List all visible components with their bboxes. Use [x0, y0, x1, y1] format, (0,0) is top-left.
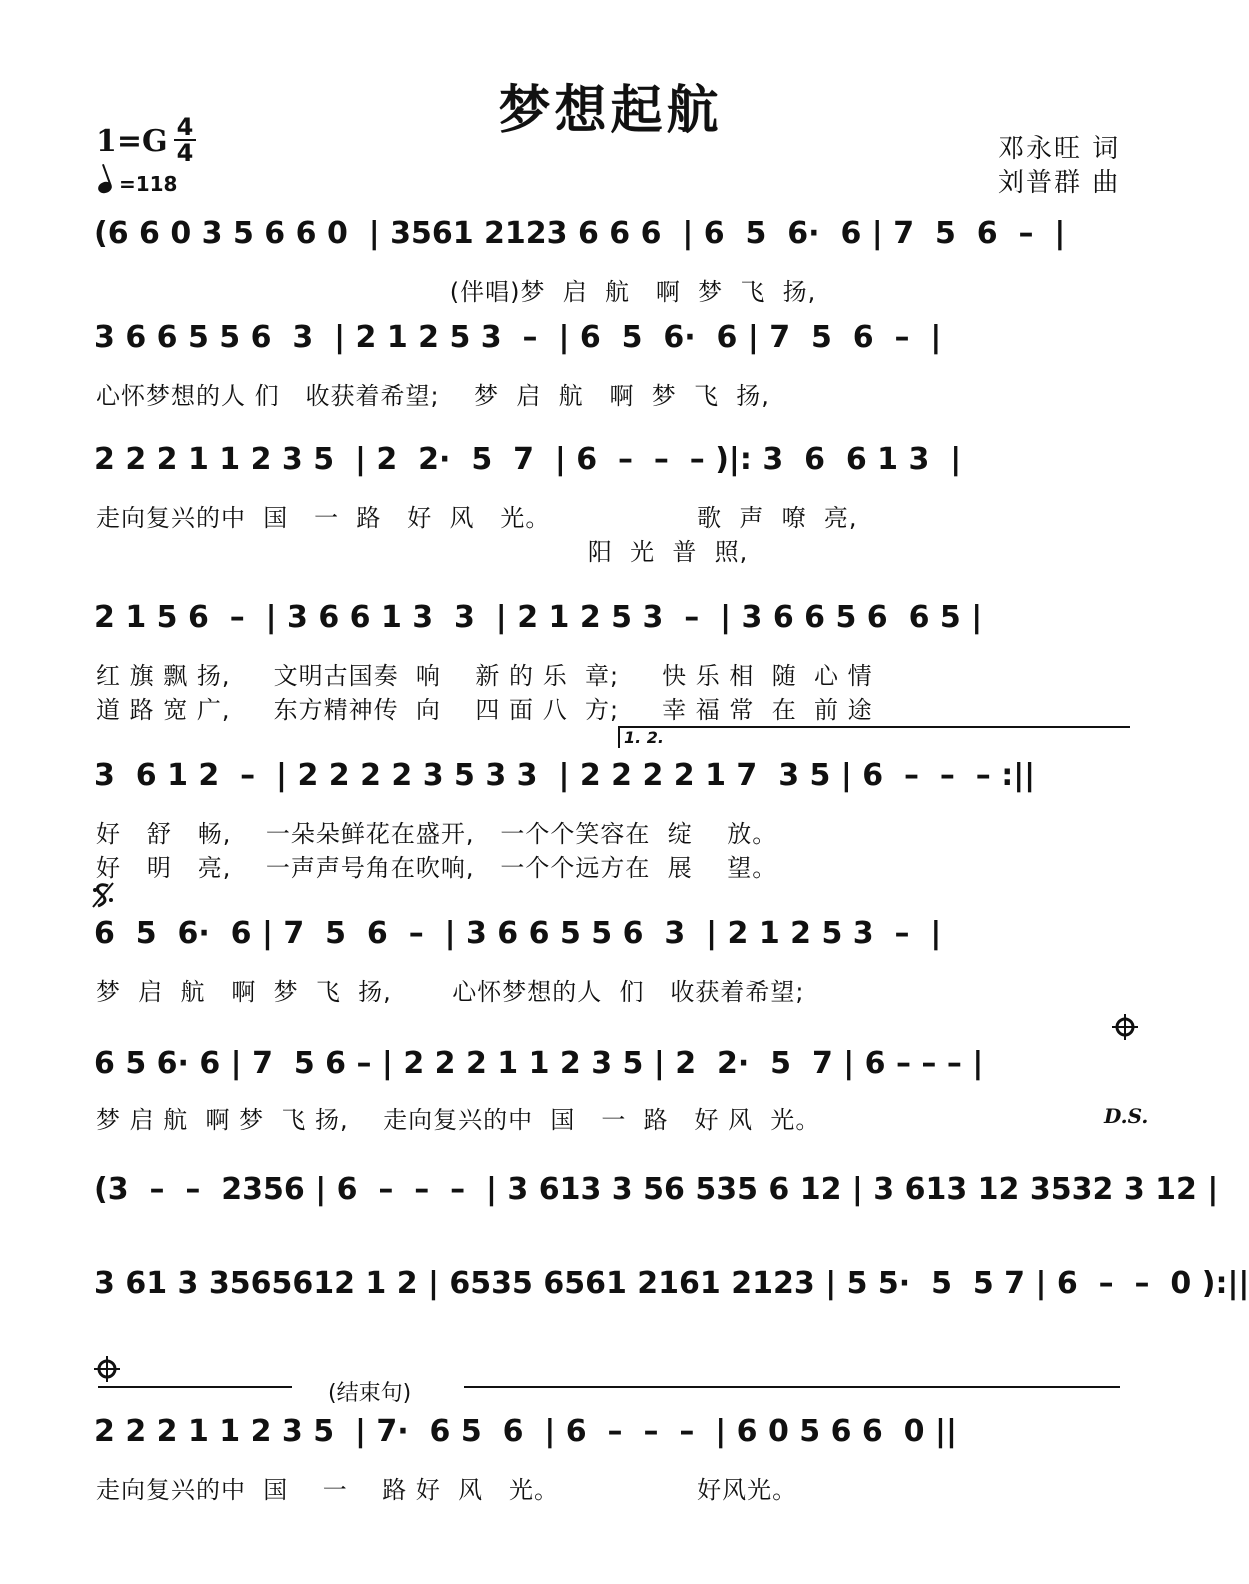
notation-row: 2 2 2 1 1 2 3 5 | 7· 6 5 6 | 6 – – – | 6 0 5 6 6 0 ||	[94, 1414, 957, 1449]
notation-row: 6 5 6· 6 | 7 5 6 – | 3 6 6 5 5 6 3 | 2 1 2 5 3 – |	[94, 916, 942, 951]
notation-row: 2 1 5 6 – | 3 6 6 1 3 3 | 2 1 2 5 3 – | 3 6 6 5 6 6 5 |	[94, 600, 983, 635]
coda-icon	[94, 1356, 120, 1382]
lyric-row: 走向复兴的中 国 一 路 好 风 光。 好风光。	[96, 1476, 798, 1504]
time-signature-top: 4	[176, 113, 194, 141]
lyric-row: 走向复兴的中 国 一 路 好 风 光。 歌 声 嘹 亮,	[96, 504, 858, 532]
notation-row: 6 5 6· 6 | 7 5 6 – | 2 2 2 1 1 2 3 5 | 2 2· 5 7 | 6 – – – |	[94, 1046, 984, 1081]
lyric-row: 好 明 亮, 一声声号角在吹响, 一个个远方在 展 望。	[96, 854, 778, 882]
notation-row: (3 – – 2356 | 6 – – – | 3 613 3 56 535 6 12 | 3 613 12 3532 3 12 |	[94, 1172, 1219, 1207]
lyric-row: 梦 启 航 啊 梦 飞 扬, 走向复兴的中 国 一 路 好 风 光。	[96, 1106, 821, 1134]
lyric-row: 阳 光 普 照,	[96, 538, 749, 566]
ending-label: (结束句)	[328, 1381, 412, 1406]
key-signature: 1=G	[96, 124, 168, 159]
notation-row: 3 6 1 2 – | 2 2 2 2 3 5 3 3 | 2 2 2 2 1 7 3 5 | 6 – – – :||	[94, 758, 1036, 793]
lyric-row: (伴唱)梦 启 航 啊 梦 飞 扬,	[96, 278, 817, 306]
dal-segno-marking: D.S.	[1104, 1104, 1149, 1128]
lyric-row: 道 路 宽 广, 东方精神传 向 四 面 八 方; 幸 福 常 在 前 途	[96, 696, 873, 724]
tempo-value: =118	[118, 172, 178, 196]
quarter-note-icon	[97, 180, 114, 195]
ending-bracket-right	[464, 1386, 1120, 1388]
volta-bracket: 1. 2.	[618, 726, 1130, 748]
notation-row: (6 6 0 3 5 6 6 0 | 3561 2123 6 6 6 | 6 5 6· 6 | 7 5 6 – |	[94, 216, 1066, 251]
segno-icon	[90, 880, 116, 910]
tempo-marking	[98, 172, 177, 196]
notation-row: 2 2 2 1 1 2 3 5 | 2 2· 5 7 | 6 – – – )|: 3 6 6 1 3 |	[94, 442, 962, 477]
notation-row: 3 61 3 3565612 1 2 | 6535 6561 2161 2123 | 5 5· 5 5 7 | 6 – – 0 ):||	[94, 1266, 1249, 1301]
lyric-row: 好 舒 畅, 一朵朵鲜花在盛开, 一个个笑容在 绽 放。	[96, 820, 778, 848]
ending-bracket-left	[98, 1386, 292, 1388]
lyric-row: 心怀梦想的人 们 收获着希望; 梦 启 航 啊 梦 飞 扬,	[96, 382, 770, 410]
lyric-row: 红 旗 飘 扬, 文明古国奏 响 新 的 乐 章; 快 乐 相 随 心 情	[96, 662, 873, 690]
notation-row: 3 6 6 5 5 6 3 | 2 1 2 5 3 – | 6 5 6· 6 | 7 5 6 – |	[94, 320, 942, 355]
song-title: 梦想起航	[498, 81, 723, 141]
lyricist-credit: 邓永旺 词	[998, 134, 1121, 164]
time-signature-bottom: 4	[176, 139, 194, 167]
composer-credit: 刘普群 曲	[998, 168, 1121, 198]
coda-icon	[1112, 1014, 1138, 1040]
time-signature	[174, 113, 196, 167]
lyric-row: 梦 启 航 啊 梦 飞 扬, 心怀梦想的人 们 收获着希望;	[96, 978, 805, 1006]
